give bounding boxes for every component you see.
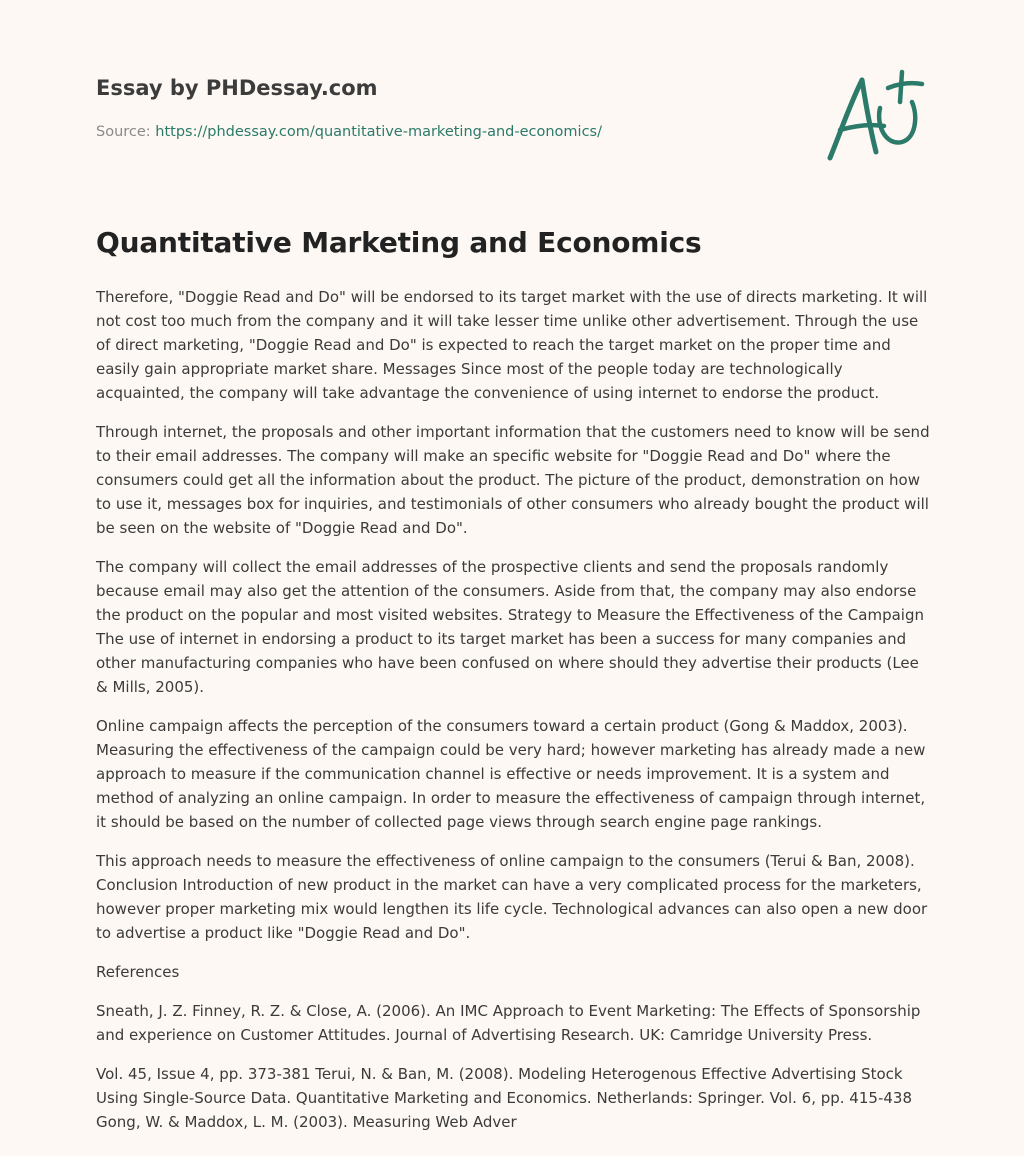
references-heading: References	[96, 963, 180, 981]
essay-paragraph: This approach needs to measure the effectiveness of online campaign to the consumers (Terui & Ban, 2008). Conclusion Introduction of new product in the market can have a very complicated process for the marketers, however proper marketing mix would lengthen its life cycle. Technological advances can also open a new door to advertise a product like "Doggie Read and Do".	[96, 852, 928, 942]
site-brand: Essay by PHDessay.com	[96, 76, 378, 100]
essay-paragraph: Through internet, the proposals and other important information that the customers need to know will be send to their email addresses. The company will make an specific website for "Doggie Read and Do" where the consumers could get all the information about the product. The picture of the product, demonstration on how to use it, messages box for inquiries, and testimonials of other consumers who already bought the product will be seen on the website of "Doggie Read and Do".	[96, 423, 930, 537]
a-plus-logo-icon	[820, 66, 930, 166]
essay-body	[96, 285, 930, 1149]
reference-item: Vol. 45, Issue 4, pp. 373-381 Terui, N. & Ban, M. (2008). Modeling Heterogenous Effective Advertising Stock Using Single-Source Data. Quantitative Marketing and Economics. Netherlands: Springer. Vol. 6, pp. 415-438 Gong, W. & Maddox, L. M. (2003). Measuring Web Adver	[96, 1065, 912, 1131]
source-label: Source:	[96, 124, 156, 140]
source-link[interactable]: https://phdessay.com/quantitative-marketing-and-economics/	[155, 124, 602, 140]
reference-item: Sneath, J. Z. Finney, R. Z. & Close, A. (2006). An IMC Approach to Event Marketing: The Effects of Sponsorship and experience on Customer Attitudes. Journal of Advertising Research. UK: Camridge University Press.	[96, 1002, 921, 1044]
essay-paragraph: Therefore, "Doggie Read and Do" will be endorsed to its target market with the use of directs marketing. It will not cost too much from the company and it will take lesser time unlike other advertisement. Through the use of direct marketing, "Doggie Read and Do" is expected to reach the target market on the proper time and easily gain appropriate market share. Messages Since most of the people today are technologically acquainted, the company will take advantage the convenience of using internet to endorse the product.	[96, 288, 928, 402]
essay-title: Quantitative Marketing and Economics	[96, 226, 702, 259]
essay-paragraph: The company will collect the email addresses of the prospective clients and send the proposals randomly because email may also get the attention of the consumers. Aside from that, the company may also endorse the product on the popular and most visited websites. Strategy to Measure the Effectiveness of the Campaign The use of internet in endorsing a product to its target market has been a success for many companies and other manufacturing companies who have been confused on where should they advertise their products (Lee & Mills, 2005).	[96, 558, 924, 696]
source-line	[96, 124, 602, 140]
essay-paragraph: Online campaign affects the perception of the consumers toward a certain product (Gong & Maddox, 2003). Measuring the effectiveness of the campaign could be very hard; however marketing has already made a new approach to measure if the communication channel is effective or needs improvement. It is a system and method of analyzing an online campaign. In order to measure the effectiveness of campaign through internet, it should be based on the number of collected page views through search engine page rankings.	[96, 717, 926, 831]
